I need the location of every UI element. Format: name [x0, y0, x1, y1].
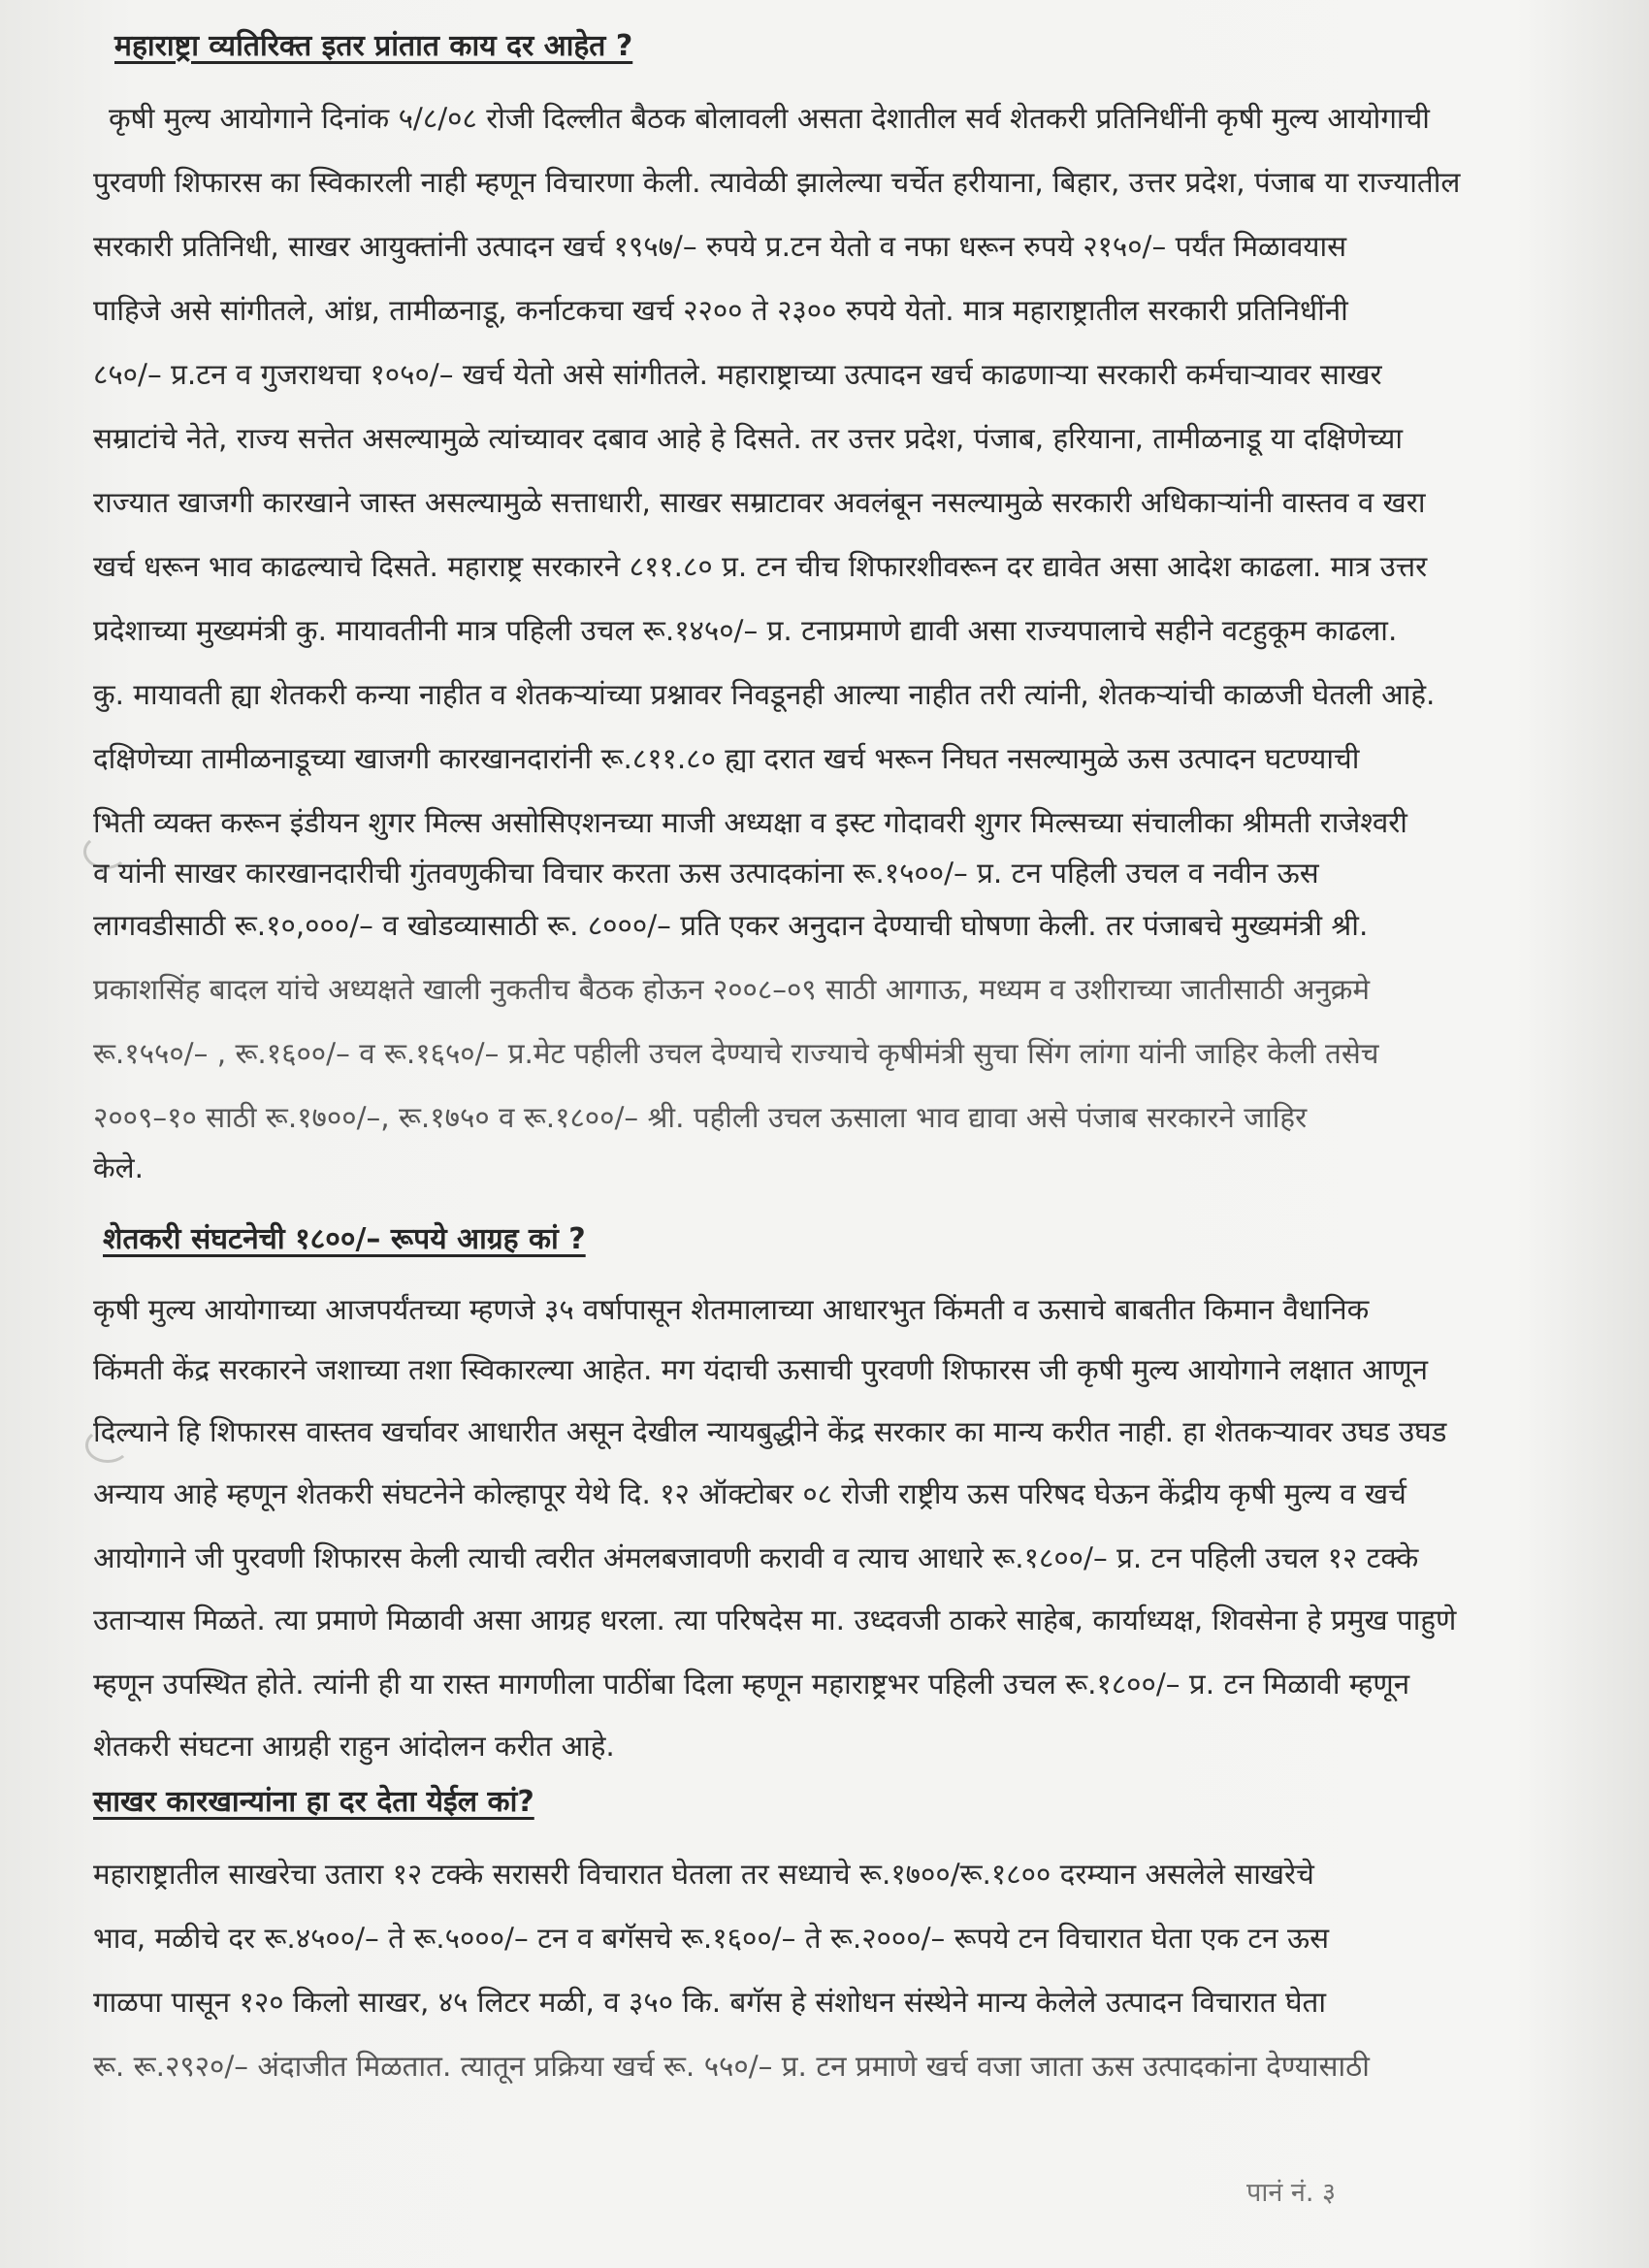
paragraph-line: भाव, मळीचे दर रू.४५००/– ते रू.५०००/– टन व बगॅसचे रू.१६००/– ते रू.२०००/– रूपये टन विचारात घेता एक टन ऊस: [93, 1922, 1330, 1955]
paragraph-line: अन्याय आहे म्हणून शेतकरी संघटनेने कोल्हापूर येथे दि. १२ ऑक्टोबर ०८ रोजी राष्ट्रीय ऊस परिषद घेऊन केंद्रीय कृषी मुल्य व खर्च: [93, 1477, 1406, 1510]
paragraph-line: कृषी मुल्य आयोगाच्या आजपर्यंतच्या म्हणजे ३५ वर्षापासून शेतमालाच्या आधारभुत किंमती व ऊसाचे बाबतीत किमान वैधानिक: [93, 1293, 1370, 1326]
paragraph-line: पुरवणी शिफारस का स्विकारली नाही म्हणून विचारणा केली. त्यावेळी झालेल्या चर्चेत हरीयाना, बिहार, उत्तर प्रदेश, पंजाब या राज्यातील: [93, 166, 1461, 199]
paragraph-line: सरकारी प्रतिनिधी, साखर आयुक्तांनी उत्पादन खर्च १९५७/– रुपये प्र.टन येतो व नफा धरून रुपये २१५०/– पर्यंत मिळावयास: [93, 230, 1347, 263]
paragraph-line: रू.१५५०/– , रू.१६००/– व रू.१६५०/– प्र.मेट पहीली उचल देण्याचे राज्याचे कृषीमंत्री सुचा सिंग लांगा यांनी जाहिर केली तसेच: [93, 1037, 1379, 1070]
paragraph-line: रू. रू.२९२०/– अंदाजीत मिळतात. त्यातून प्रक्रिया खर्च रू. ५५०/– प्र. टन प्रमाणे खर्च वजा जाता ऊस उत्पादकांना देण्यासाठी: [93, 2050, 1370, 2083]
paragraph-line: दक्षिणेच्या तामीळनाडूच्या खाजगी कारखानदारांनी रू.८११.८० ह्या दरात खर्च भरून निघत नसल्यामुळे ऊस उत्पादन घटण्याची: [93, 742, 1360, 775]
paragraph-line: २००९–१० साठी रू.१७००/–, रू.१७५० व रू.१८००/– श्री. पहीली उचल ऊसाला भाव द्यावा असे पंजाब सरकारने जाहिर: [93, 1101, 1308, 1134]
paragraph-line: गाळपा पासून १२० किलो साखर, ४५ लिटर मळी, व ३५० कि. बगॅस हे संशोधन संस्थेने मान्य केलेले उत्पादन विचारात घेता: [93, 1986, 1327, 2019]
paragraph-line: पाहिजे असे सांगीतले, आंध्र, तामीळनाडू, कर्नाटकचा खर्च २२०० ते २३०० रुपये येतो. मात्र महाराष्ट्रातील सरकारी प्रतिनिधींनी: [93, 294, 1348, 327]
paragraph-line: भिती व्यक्त करून इंडीयन शुगर मिल्स असोसिएशनच्या माजी अध्यक्षा व इस्ट गोदावरी शुगर मिल्सच्या संचालीका श्रीमती राजेश्वरी: [93, 806, 1407, 839]
paragraph-line: केले.: [93, 1151, 145, 1184]
section-heading: साखर कारखान्यांना हा दर देता येईल कां?: [93, 1785, 534, 1819]
paragraph-line: कृषी मुल्य आयोगाने दिनांक ५/८/०८ रोजी दिल्लीत बैठक बोलावली असता देशातील सर्व शेतकरी प्रतिनिधींनी कृषी मुल्य आयोगाची: [109, 102, 1430, 135]
paragraph-line: दिल्याने हि शिफारस वास्तव खर्चावर आधारीत असून देखील न्यायबुद्धीने केंद्र सरकार का मान्य करीत नाही. हा शेतकऱ्यावर उघड उघड: [93, 1415, 1447, 1448]
section-heading: शेतकरी संघटनेची १८००/– रूपये आग्रह कां ?: [103, 1222, 586, 1256]
paragraph-line: कु. मायावती ह्या शेतकरी कन्या नाहीत व शेतकऱ्यांच्या प्रश्नावर निवडूनही आल्या नाहीत तरी त्यांनी, शेतकऱ्यांची काळजी घेतली आहे.: [93, 678, 1436, 711]
paragraph-line: प्रकाशसिंह बादल यांचे अध्यक्षते खाली नुकतीच बैठक होऊन २००८–०९ साठी आगाऊ, मध्यम व उशीराच्या जातीसाठी अनुक्रमे: [93, 973, 1371, 1006]
paragraph-line: शेतकरी संघटना आग्रही राहुन आंदोलन करीत आहे.: [93, 1730, 615, 1763]
paragraph-line: उताऱ्यास मिळते. त्या प्रमाणे मिळावी असा आग्रह धरला. त्या परिषदेस मा. उध्दवजी ठाकरे साहेब, कार्याध्यक्ष, शिवसेना हे प्रमुख पाहुणे: [93, 1604, 1457, 1636]
paragraph-line: महाराष्ट्रातील साखरेचा उतारा १२ टक्के सरासरी विचारात घेतला तर सध्याचे रू.१७००/रू.१८०० दरम्यान असलेले साखरेचे: [93, 1858, 1314, 1891]
paragraph-line: व यांनी साखर कारखानदारीची गुंतवणुकीचा विचार करता ऊस उत्पादकांना रू.१५००/– प्र. टन पहिली उचल व नवीन ऊस: [93, 857, 1319, 890]
paragraph-line: राज्यात खाजगी कारखाने जास्त असल्यामुळे सत्ताधारी, साखर सम्राटावर अवलंबून नसल्यामुळे सरकारी अधिकाऱ्यांनी वास्तव व खरा: [93, 486, 1426, 519]
page-number: पानं नं. ३: [1246, 2178, 1337, 2208]
paragraph-line: आयोगाने जी पुरवणी शिफारस केली त्याची त्वरीत अंमलबजावणी करावी व त्याच आधारे रू.१८००/– प्र. टन पहिली उचल १२ टक्के: [93, 1541, 1419, 1574]
paragraph-line: किंमती केंद्र सरकारने जशाच्या तशा स्विकारल्या आहेत. मग यंदाची ऊसाची पुरवणी शिफारस जी कृषी मुल्य आयोगाने लक्षात आणून: [93, 1353, 1429, 1386]
paragraph-line: लागवडीसाठी रू.१०,०००/– व खोडव्यासाठी रू. ८०००/– प्रति एकर अनुदान देण्याची घोषणा केली. तर पंजाबचे मुख्यमंत्री श्री.: [93, 909, 1369, 942]
paragraph-line: प्रदेशाच्या मुख्यमंत्री कु. मायावतीनी मात्र पहिली उचल रू.१४५०/– प्र. टनाप्रमाणे द्यावी असा राज्यपालाचे सहीने वटहुकूम काढला.: [93, 614, 1398, 647]
paragraph-line: खर्च धरून भाव काढल्याचे दिसते. महाराष्ट्र सरकारने ८११.८० प्र. टन चीच शिफारशीवरून दर द्यावेत असा आदेश काढला. मात्र उत्तर: [93, 550, 1428, 583]
paragraph-line: ८५०/– प्र.टन व गुजराथचा १०५०/– खर्च येतो असे सांगीतले. महाराष्ट्राच्या उत्पादन खर्च काढणाऱ्या सरकारी कर्मचाऱ्यावर साखर: [93, 358, 1382, 391]
paragraph-line: सम्राटांचे नेते, राज्य सत्तेत असल्यामुळे त्यांच्यावर दबाव आहे हे दिसते. तर उत्तर प्रदेश, पंजाब, हरियाना, तामीळनाडू या दक्षिणेच्या: [93, 422, 1404, 455]
paragraph-line: म्हणून उपस्थित होते. त्यांनी ही या रास्त मागणीला पाठींबा दिला म्हणून महाराष्ट्रभर पहिली उचल रू.१८००/– प्र. टन मिळावी म्हणून: [93, 1668, 1410, 1701]
section-heading: महाराष्ट्रा व्यतिरिक्त इतर प्रांतात काय दर आहेत ?: [114, 29, 633, 63]
